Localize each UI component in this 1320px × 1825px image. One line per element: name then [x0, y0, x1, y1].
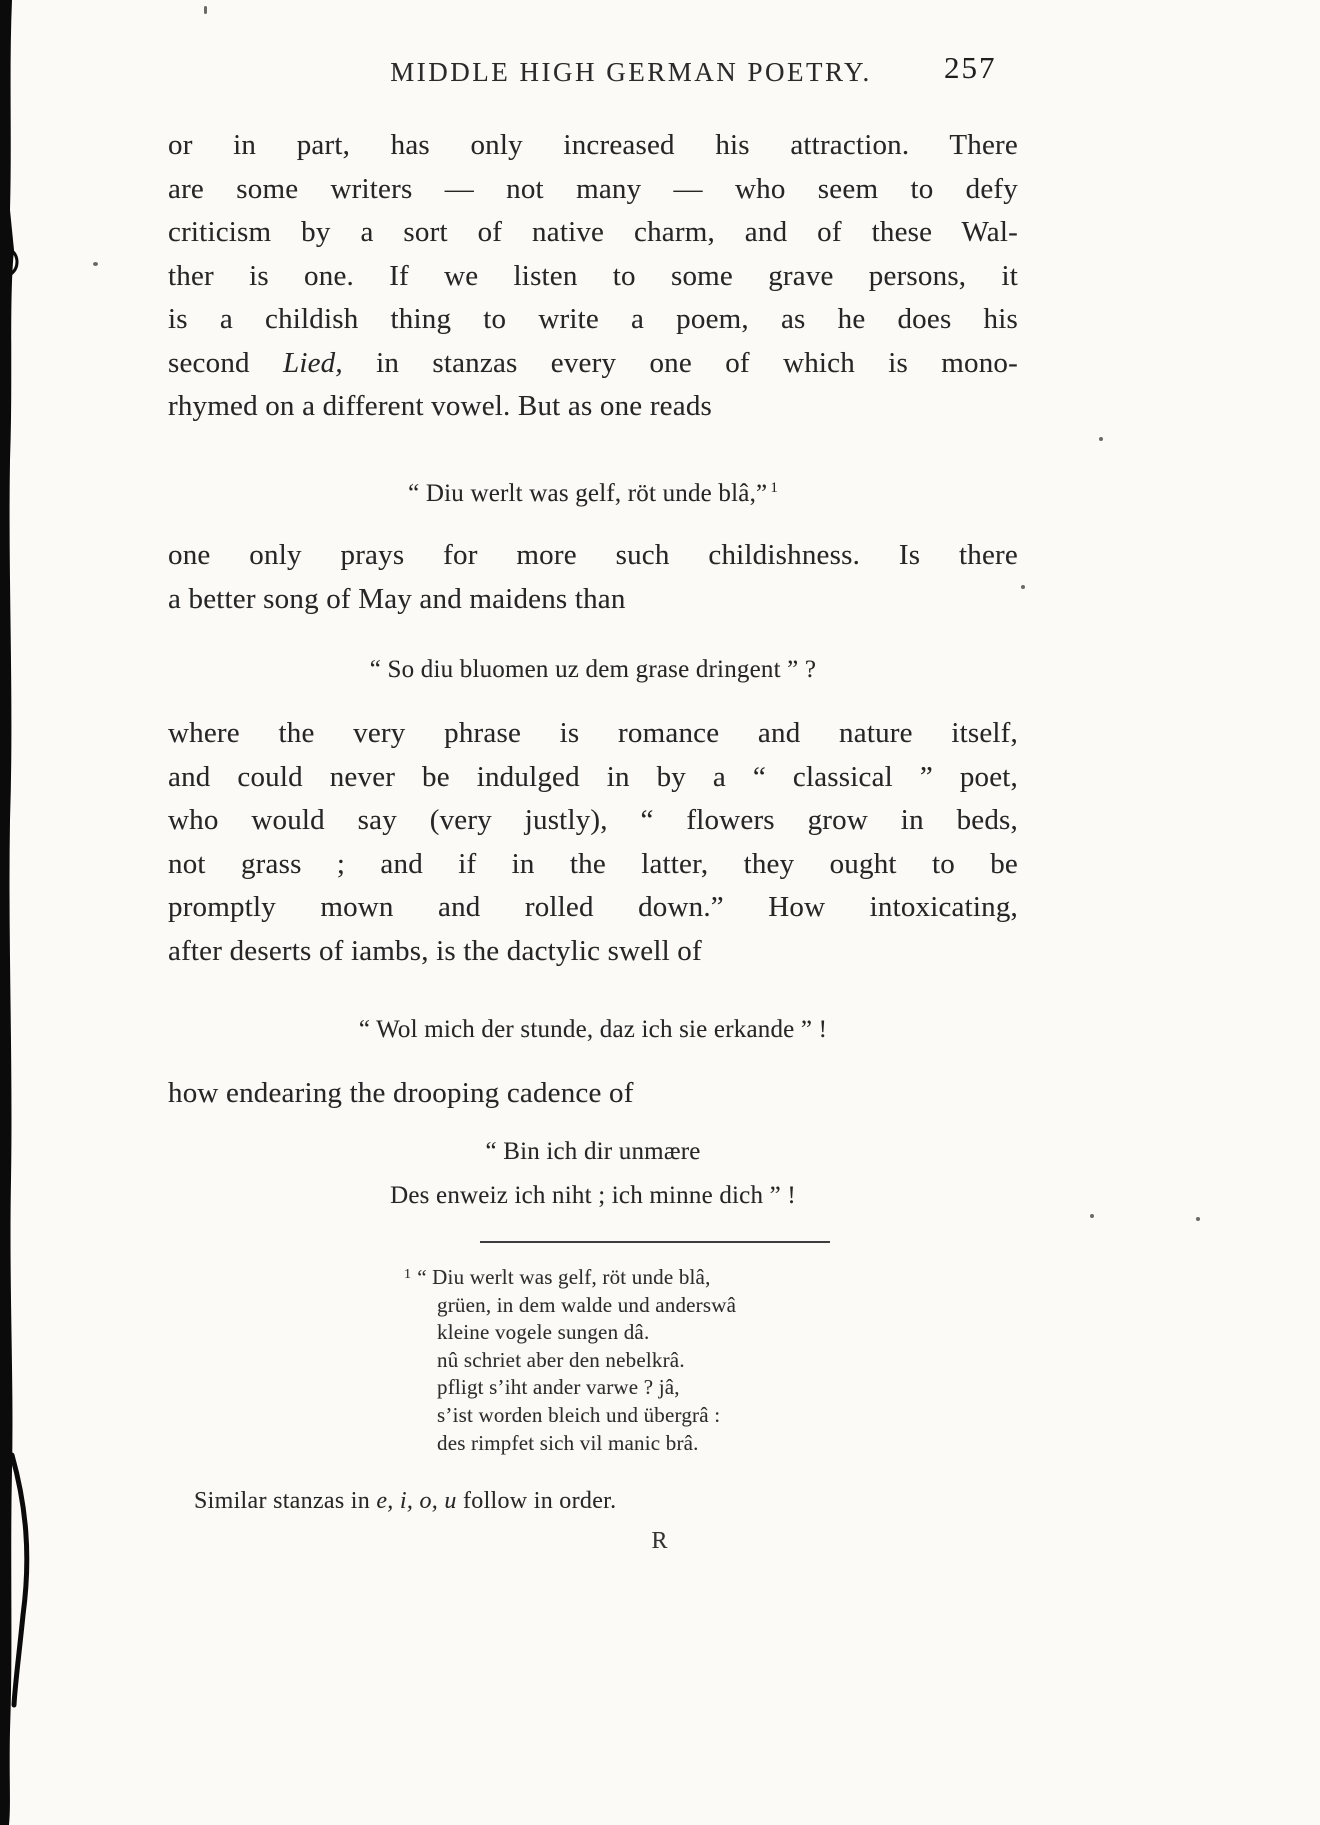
- text-part: Similar stanzas in: [194, 1488, 377, 1514]
- page-number: 257: [944, 50, 997, 85]
- scan-speck: [1099, 437, 1103, 441]
- paragraph-1: [168, 124, 1018, 429]
- text-line: promptly mown and rolled down.” How intoxicating,: [168, 891, 1018, 923]
- text-line-part: second: [168, 346, 284, 379]
- running-header: MIDDLE HIGH GERMAN POETRY.: [390, 57, 872, 87]
- paragraph-2: [168, 534, 1018, 621]
- text-line: one only prays for more such childishness. Is there: [168, 539, 1018, 571]
- signature-mark: R: [651, 1528, 669, 1554]
- quote-line: Des enweiz ich niht ; ich minne dich ” !: [390, 1182, 796, 1209]
- text-line: after deserts of iambs, is the dactylic swell of: [168, 934, 702, 967]
- text-part: follow in order.: [456, 1488, 617, 1514]
- text-line: who would say (very justly), “ flowers grow in beds,: [168, 804, 1018, 836]
- footnote-line: [404, 1261, 736, 1292]
- scan-speck: [93, 262, 98, 266]
- verse-quote-1: [168, 466, 1018, 516]
- scan-speck: [1021, 585, 1025, 589]
- italic-word: Lied,: [283, 346, 343, 379]
- text-line: criticism by a sort of native charm, and of these Wal-: [168, 216, 1018, 248]
- text-line: and could never be indulged in by a “ classical ” poet,: [168, 760, 1018, 793]
- footnote-reference: 1: [770, 480, 778, 496]
- footnote-text: “ Diu werlt was gelf, röt unde blâ,: [417, 1265, 711, 1289]
- footnote-addendum: [194, 1488, 616, 1515]
- text-line: rhymed on a different vowel. But as one reads: [168, 390, 712, 422]
- verse-quote-2: “ So diu bluomen uz dem grase dringent ” ?: [369, 656, 817, 683]
- paragraph-4: [168, 1072, 1018, 1116]
- footnote-line: s’ist worden bleich und übergrâ :: [437, 1402, 721, 1427]
- text-line: [168, 342, 1018, 386]
- footnote-line: pfligt s’iht ander varwe ? jâ,: [437, 1375, 680, 1400]
- text-line-part: in stanzas every one of which is mono-: [342, 346, 1018, 379]
- footnote-line: grüen, in dem walde und anderswâ: [437, 1292, 737, 1317]
- italic-vowels: e, i, o, u: [376, 1488, 457, 1514]
- text-line: or in part, has only increased his attraction. There: [168, 129, 1018, 161]
- verse-quote-3: “ Wol mich der stunde, daz ich sie erkande ” !: [358, 1016, 828, 1043]
- quote-line: “ Bin ich dir unmære: [485, 1138, 701, 1165]
- text-line: are some writers — not many — who seem to defy: [168, 172, 1018, 205]
- text-line: a better song of May and maidens than: [168, 582, 626, 615]
- footnote-number: 1: [404, 1267, 412, 1282]
- quote-text: “ Diu werlt was gelf, röt unde blâ,”: [408, 480, 768, 507]
- scan-speck: [204, 6, 207, 14]
- footnote-line: nû schriet aber den nebelkrâ.: [437, 1347, 685, 1372]
- footnote-line: kleine vogele sungen dâ.: [437, 1320, 650, 1345]
- footnote: [404, 1261, 736, 1457]
- scan-speck: [1090, 1214, 1094, 1218]
- text-line: ther is one. If we listen to some grave persons, it: [168, 259, 1018, 292]
- scan-binding-edge: [0, 0, 40, 1825]
- verse-quote-4: [168, 1130, 1018, 1218]
- text-line: where the very phrase is romance and nature itself,: [168, 717, 1018, 749]
- text-line: is a childish thing to write a poem, as he does his: [168, 303, 1018, 335]
- paragraph-3: [168, 712, 1018, 973]
- footnote-line: des rimpfet sich vil manic brâ.: [437, 1430, 699, 1455]
- text-line: how endearing the drooping cadence of: [168, 1077, 634, 1109]
- text-line: not grass ; and if in the latter, they ought to be: [168, 847, 1018, 880]
- footnote-rule: [480, 1241, 830, 1243]
- scan-speck: [1196, 1217, 1200, 1221]
